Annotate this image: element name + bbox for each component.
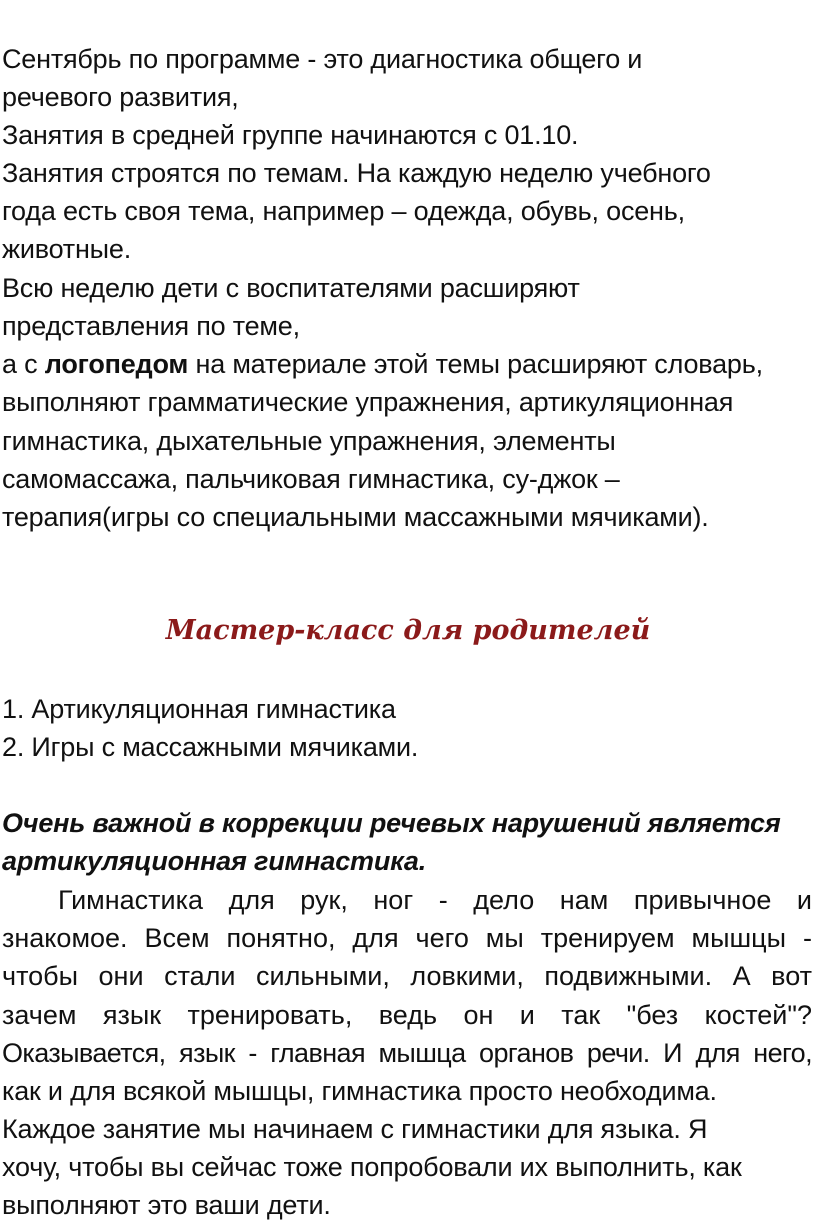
text-span: а с bbox=[2, 349, 45, 379]
section-heading: Очень важной в коррекции речевых нарушений является bbox=[2, 808, 781, 838]
paragraph-line: чтобы они стали сильными, ловкими, подвижными. А вот bbox=[2, 961, 812, 991]
text-line: Сентябрь по программе - это диагностика общего и bbox=[2, 44, 643, 74]
master-class-title: Мастер-класс для родителей bbox=[165, 615, 651, 646]
text-line-logoped bbox=[2, 345, 763, 383]
section-heading: артикуляционная гимнастика. bbox=[2, 846, 427, 876]
text-span: на материале этой темы расширяют словарь, bbox=[188, 349, 763, 379]
paragraph-line: Гимнастика для рук, ног - дело нам привычное и bbox=[58, 885, 812, 915]
paragraph-line: хочу, чтобы вы сейчас тоже попробовали их выполнить, как bbox=[2, 1152, 742, 1182]
text-line: самомассажа, пальчиковая гимнастика, су-джок – bbox=[2, 464, 620, 494]
paragraph-line: как и для всякой мышцы, гимнастика просто необходима. bbox=[2, 1076, 717, 1106]
paragraph-line: выполняют это ваши дети. bbox=[2, 1190, 331, 1220]
paragraph-line: Каждое занятие мы начинаем с гимнастики для языка. Я bbox=[2, 1114, 708, 1144]
paragraph-line: Оказывается, язык - главная мышца органов речи. И для него, bbox=[2, 1038, 812, 1068]
list-item: 1. Артикуляционная гимнастика bbox=[2, 694, 396, 724]
list-item: 2. Игры с массажными мячиками. bbox=[2, 732, 419, 762]
text-line: Занятия строятся по темам. На каждую неделю учебного bbox=[2, 158, 711, 188]
bold-word-logoped: логопедом bbox=[44, 349, 189, 379]
text-line: гимнастика, дыхательные упражнения, элементы bbox=[2, 426, 616, 456]
paragraph-line: зачем язык тренировать, ведь он и так "без костей"? bbox=[2, 1000, 812, 1030]
text-line: года есть своя тема, например – одежда, обувь, осень, bbox=[2, 196, 685, 226]
text-line: животные. bbox=[2, 234, 132, 264]
paragraph-line: знакомое. Всем понятно, для чего мы тренируем мышцы - bbox=[2, 923, 812, 953]
text-line: терапия(игры со специальными массажными мячиками). bbox=[2, 502, 709, 532]
text-line: Занятия в средней группе начинаются с 01.10. bbox=[2, 120, 579, 150]
text-line: Всю неделю дети с воспитателями расширяют bbox=[2, 273, 580, 303]
text-line: представления по теме, bbox=[2, 311, 300, 341]
text-line: выполняют грамматические упражнения, артикуляционная bbox=[2, 387, 734, 417]
text-line: речевого развития, bbox=[2, 82, 239, 112]
